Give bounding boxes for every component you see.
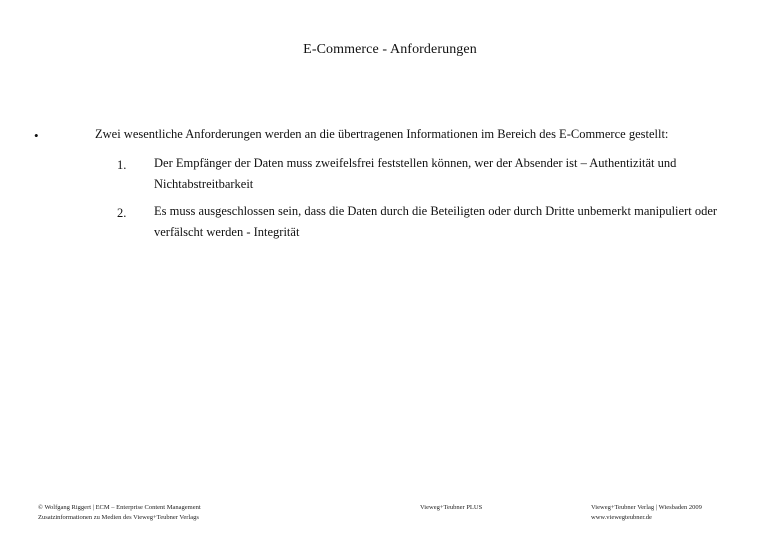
list-item-number: 1. [117, 158, 127, 172]
footer-publisher: Vieweg+Teubner Verlag | Wiesbaden 2009 [591, 504, 702, 511]
footer-center: Vieweg+Teubner PLUS [420, 504, 483, 511]
footer-url[interactable]: www.viewegteubner.de [591, 514, 652, 521]
intro-text: Zwei wesentliche Anforderungen werden an die übertragenen Informationen im Bereich des E-Commerce gestellt: [95, 127, 669, 141]
list-item-number: 2. [117, 206, 127, 220]
footer-right [591, 503, 702, 523]
footer-subtitle: Zusatzinformationen zu Medien des Vieweg+Teubner Verlags [38, 514, 199, 521]
slide-title: E-Commerce - Anforderungen [303, 42, 477, 57]
list-item-text: Der Empfänger der Daten muss zweifelsfrei feststellen können, wer der Absender ist – Authentizität und Nichtabstreitbarkeit [154, 156, 677, 191]
bullet-icon: • [34, 128, 39, 143]
footer-copyright: © Wolfgang Riggert | ECM – Enterprise Content Management [38, 504, 201, 511]
list-item-text: Es muss ausgeschlossen sein, dass die Daten durch die Beteiligten oder durch Dritte unbemerkt manipuliert oder verfälscht werden - Integrität [154, 204, 718, 239]
footer-left [38, 503, 201, 523]
